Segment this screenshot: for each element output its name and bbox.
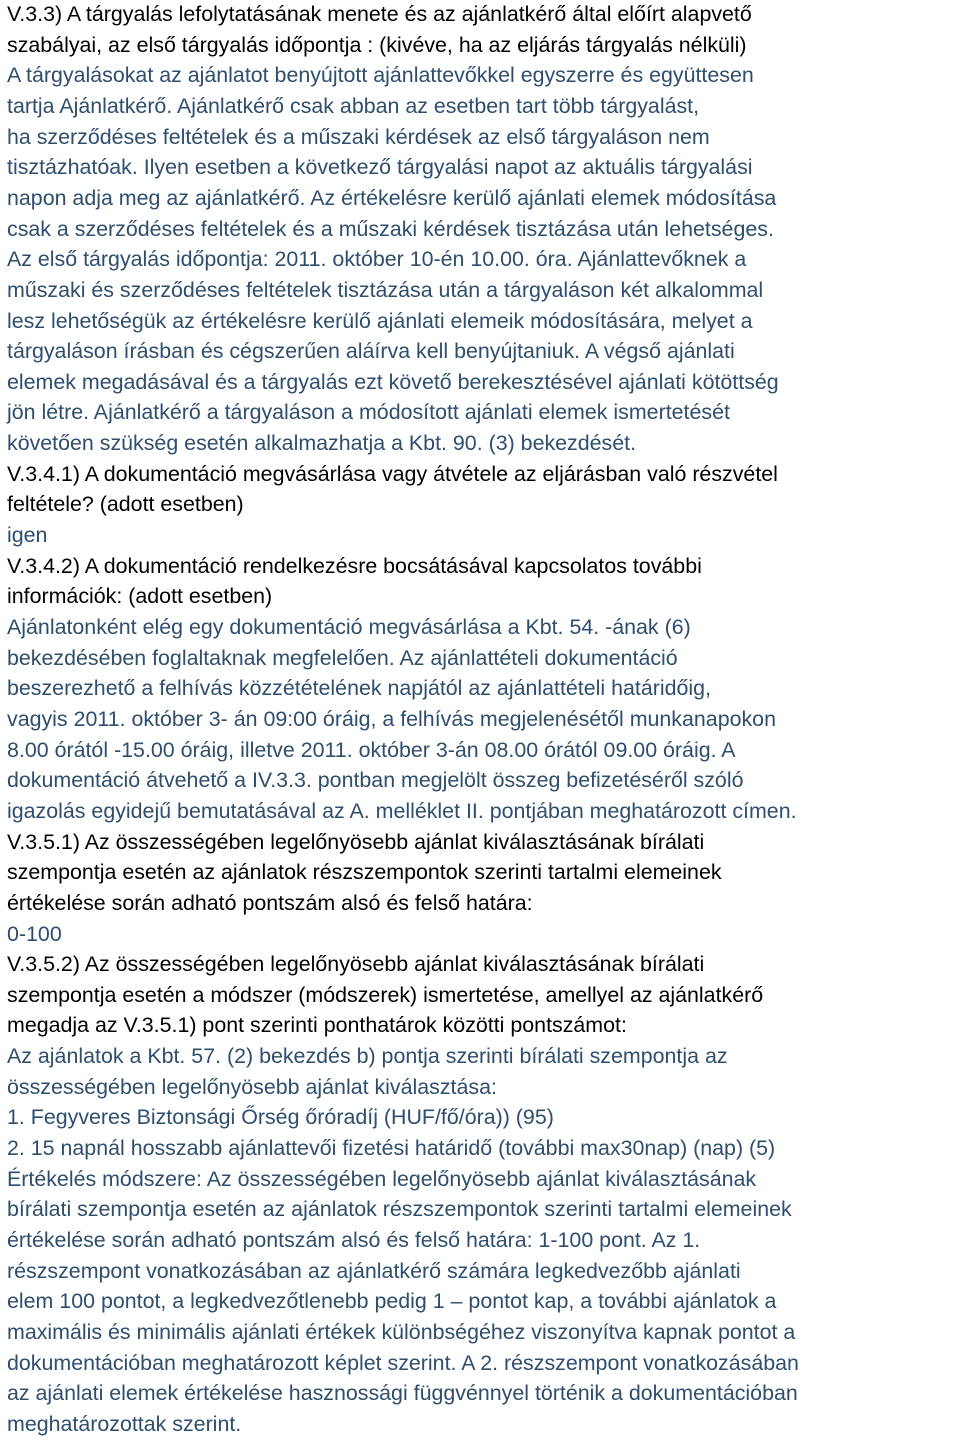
text-line	[7, 217, 774, 241]
answer-text: igazolás egyidejű bemutatásával az A. melléklet II. pontjában meghatározott címen.	[7, 798, 797, 823]
answer-text: lesz lehetőségük az értékelésre kerülő ajánlati elemeik módosítására, melyet a	[7, 308, 753, 333]
text-line	[7, 830, 704, 854]
heading-text: V.3.3) A tárgyalás lefolytatásának menete és az ajánlatkérő által előírt alapvető	[7, 2, 752, 26]
text-line	[7, 309, 753, 333]
answer-text: követően szükség esetén alkalmazhatja a Kbt. 90. (3) bekezdését.	[7, 431, 637, 456]
heading-text: szempontja esetén az ajánlatok részszempontok szerinti tartalmi elemeinek	[7, 860, 722, 885]
text-line	[7, 370, 779, 394]
answer-text: összességében legelőnyösebb ajánlat kiválasztása:	[7, 1074, 497, 1099]
heading-text: információk: (adott esetben)	[7, 584, 273, 609]
answer-text: tartja Ajánlatkérő. Ajánlatkérő csak abban az esetben tart több tárgyalást,	[7, 93, 700, 118]
text-line	[7, 860, 722, 884]
text-line	[7, 615, 691, 639]
answer-text: műszaki és szerződéses feltételek tisztázása után a tárgyaláson két alkalommal	[7, 277, 764, 302]
text-line	[7, 983, 763, 1007]
text-line	[7, 1259, 741, 1283]
text-line	[7, 799, 797, 823]
text-line	[7, 186, 776, 210]
answer-text: tárgyaláson írásban és cégszerűen aláírva kell benyújtaniuk. A végső ajánlati	[7, 339, 735, 364]
text-line	[7, 768, 743, 792]
text-line	[7, 646, 678, 670]
answer-text: maximális és minimális ajánlati értékek különbségéhez viszonyítva kapnak pontot a	[7, 1319, 796, 1344]
text-line	[7, 125, 710, 149]
answer-text: Ajánlatonként elég egy dokumentáció megvásárlása a Kbt. 54. -ának (6)	[7, 615, 691, 639]
answer-text: jön létre. Ajánlatkérő a tárgyaláson a módosított ajánlati elemek ismertetését	[7, 400, 730, 425]
answer-text: beszerezhető a felhívás közzétételének napjától az ajánlattételi határidőig,	[7, 676, 711, 701]
answer-text: az ajánlati elemek értékelése hasznossági függvénnyel történik a dokumentációban	[7, 1381, 798, 1406]
answer-text: elemek megadásával és a tárgyalás ezt követő berekesztésével ajánlati kötöttség	[7, 369, 779, 394]
heading-text: értékelése során adható pontszám alsó és felső határa:	[7, 890, 533, 915]
text-line	[7, 431, 636, 455]
answer-text: 2. 15 napnál hosszabb ajánlattevői fizetési határidő (további max30nap) (nap) (5)	[7, 1136, 776, 1161]
heading-text: megadja az V.3.5.1) pont szerinti ponthatárok közötti pontszámot:	[7, 1013, 627, 1038]
text-line	[7, 1136, 775, 1160]
heading-text: szempontja esetén a módszer (módszerek) ismertetése, amellyel az ajánlatkérő	[7, 982, 764, 1007]
answer-text: 0-100	[7, 921, 62, 946]
text-line	[7, 1197, 792, 1221]
text-line	[7, 1075, 497, 1099]
text-line	[7, 738, 736, 762]
answer-text: részszempont vonatkozásában az ajánlatkérő számára legkedvezőbb ajánlati	[7, 1258, 741, 1283]
heading-text: V.3.5.1) Az összességében legelőnyösebb ajánlat kiválasztásának bírálati	[7, 829, 705, 854]
answer-text: napon adja meg az ajánlatkérő. Az értékelésre kerülő ajánlati elemek módosítása	[7, 185, 777, 210]
answer-text: A tárgyalásokat az ajánlatot benyújtott ajánlattevőkkel egyszerre és együttesen	[7, 63, 754, 88]
text-line	[7, 1289, 776, 1313]
text-line	[7, 1167, 756, 1191]
text-line	[7, 952, 704, 976]
answer-text: Az első tárgyalás időpontja: 2011. október 10-én 10.00. óra. Ajánlattevőknek a	[7, 247, 747, 272]
answer-text: bekezdésében foglaltaknak megfelelően. Az ajánlattételi dokumentáció	[7, 645, 678, 670]
text-line	[7, 1228, 700, 1252]
text-line	[7, 1013, 627, 1037]
text-line	[7, 676, 711, 700]
text-line	[7, 922, 62, 946]
text-line	[7, 1381, 798, 1405]
answer-text: csak a szerződéses feltételek és a műszaki kérdések tisztázása után lehetséges.	[7, 216, 774, 241]
text-line	[7, 1044, 728, 1068]
heading-text: szabályai, az első tárgyalás időpontja : (kivéve, ha az eljárás tárgyalás nélküli)	[7, 32, 747, 57]
answer-text: elem 100 pontot, a legkedvezőtlenebb pedig 1 – pontot kap, a további ajánlatok a	[7, 1289, 777, 1314]
answer-text: tisztázhatóak. Ilyen esetben a következő tárgyalási napot az aktuális tárgyalási	[7, 155, 753, 180]
text-line	[7, 278, 763, 302]
text-line	[7, 891, 533, 915]
answer-text: dokumentációban meghatározott képlet szerint. A 2. részszempont vonatkozásában	[7, 1350, 799, 1375]
answer-text: vagyis 2011. október 3- án 09:00 óráig, a felhívás megjelenésétől munkanapokon	[7, 706, 776, 731]
text-line	[7, 462, 778, 486]
text-line	[7, 33, 747, 57]
answer-text: bírálati szempontja esetén az ajánlatok részszempontok szerinti tartalmi elemeinek	[7, 1197, 792, 1222]
text-line	[7, 247, 746, 271]
answer-text: Az ajánlatok a Kbt. 57. (2) bekezdés b) pontja szerinti bírálati szempontja az	[7, 1044, 728, 1069]
answer-text: meghatározottak szerint.	[7, 1411, 242, 1436]
text-line	[7, 94, 699, 118]
text-line	[7, 1320, 795, 1344]
text-line	[7, 492, 244, 516]
heading-text: V.3.4.2) A dokumentáció rendelkezésre bocsátásával kapcsolatos további	[7, 553, 702, 578]
heading-text: feltétele? (adott esetben)	[7, 492, 244, 517]
answer-text: ha szerződéses feltételek és a műszaki kérdések az első tárgyaláson nem	[7, 124, 710, 149]
text-line	[7, 339, 735, 363]
text-line	[7, 400, 730, 424]
answer-text: Értékelés módszere: Az összességében legelőnyösebb ajánlat kiválasztásának	[7, 1166, 757, 1191]
text-line	[7, 707, 776, 731]
answer-text: értékelése során adható pontszám alsó és felső határa: 1-100 pont. Az 1.	[7, 1228, 701, 1252]
heading-text: V.3.4.1) A dokumentáció megvásárlása vagy átvétele az eljárásban való részvétel	[7, 461, 778, 486]
text-line	[7, 523, 47, 547]
text-line	[7, 155, 753, 179]
heading-text: V.3.5.2) Az összességében legelőnyösebb ajánlat kiválasztásának bírálati	[7, 952, 705, 977]
text-line	[7, 2, 752, 26]
text-line	[7, 584, 272, 608]
answer-text: igen	[7, 523, 48, 548]
answer-text: 8.00 órától -15.00 óráig, illetve 2011. október 3-án 08.00 órától 09.00 óráig. A	[7, 737, 736, 762]
text-line	[7, 554, 702, 578]
answer-text: 1. Fegyveres Biztonsági Őrség őróradíj (HUF/fő/óra)) (95)	[7, 1105, 554, 1130]
text-line	[7, 1351, 799, 1375]
answer-text: dokumentáció átvehető a IV.3.3. pontban megjelölt összeg befizetéséről szóló	[7, 768, 744, 793]
text-line	[7, 1412, 241, 1436]
text-line	[7, 63, 754, 87]
text-line	[7, 1105, 554, 1129]
